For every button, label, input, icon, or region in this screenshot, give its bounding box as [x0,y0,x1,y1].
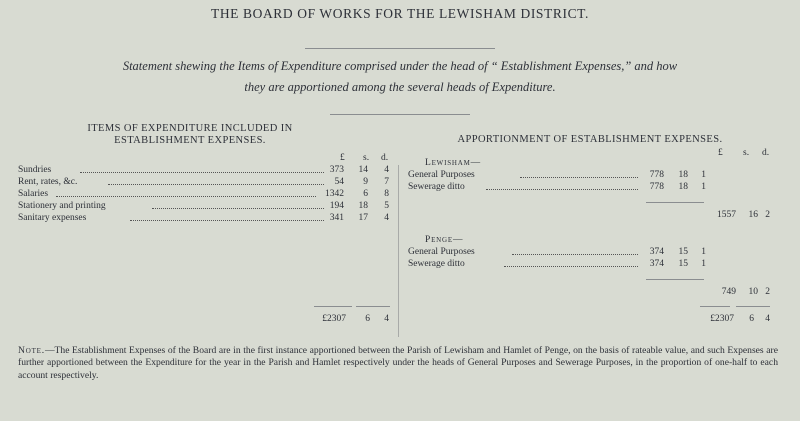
right-heading: APPORTIONMENT OF ESTABLISHMENT EXPENSES. [457,134,723,145]
lewisham-subtotal-rule [646,202,704,203]
penge-label: Penge— [425,235,464,245]
lewisham-row [408,182,708,193]
total-shillings: 6 [365,314,370,324]
item-label: Sundries [18,165,52,175]
left-item-row [18,177,392,188]
penge-subtotal-row [690,287,770,298]
leader-dots [152,201,324,209]
leader-dots [520,170,638,178]
leader-dots [56,189,316,197]
item-pounds: 374 [649,247,664,257]
left-total-row [18,314,392,325]
subtitle-rule [330,114,470,115]
note-text: —The Establishment Expenses of the Board are in the first instance apportioned between the Parish of Lewisham and Hamlet of Penge, on the basis of rateable value, and such Expenses are further apportioned between the Expenditure for the year in the Parish and Hamlet respectively under the heads of General Purposes and Sewerage Purposes, in the proportion of one-half to each account respectively. [18,345,778,381]
item-label: Sanitary expenses [18,213,87,223]
item-pence: 4 [384,165,389,175]
leader-dots [512,247,638,255]
item-shillings: 15 [678,247,688,257]
item-pence: 1 [701,182,706,192]
item-pounds: 373 [329,165,344,175]
item-label: Salaries [18,189,49,199]
left-col-pound: £ [340,153,345,163]
item-label: Sewerage ditto [408,259,465,269]
item-pounds: 54 [334,177,344,187]
item-shillings: 18 [358,201,368,211]
subtotal-pounds: 1557 [717,210,736,220]
right-col-pence: d. [762,148,770,158]
lewisham-label: Lewisham— [425,158,481,168]
right-total-rule [700,306,730,307]
item-shillings: 14 [358,165,368,175]
leader-dots [80,165,324,173]
lewisham-subtotal-row [690,210,770,221]
leader-dots [504,259,638,267]
right-col-pound: £ [718,148,723,158]
subtotal-pence: 2 [765,287,770,297]
left-item-row [18,213,392,224]
left-item-row [18,201,392,212]
subtotal-pounds: 749 [721,287,736,297]
total-pounds: £2307 [710,314,734,324]
total-pence: 4 [384,314,389,324]
leader-dots [130,213,324,221]
left-col-shillings: s. [363,153,370,163]
penge-row [408,247,708,258]
total-shillings: 6 [749,314,754,324]
item-pence: 8 [384,189,389,199]
subtotal-pence: 2 [765,210,770,220]
item-pounds: 778 [649,182,664,192]
item-pounds: 374 [649,259,664,269]
title-rule [305,48,495,49]
leader-dots [486,182,638,190]
item-pounds: 778 [649,170,664,180]
document-title: THE BOARD OF WORKS FOR THE LEWISHAM DISTRICT. [210,6,589,21]
item-shillings: 15 [678,259,688,269]
penge-row [408,259,708,270]
left-col-pence: d. [381,153,389,163]
item-pounds: 1342 [325,189,344,199]
item-pence: 4 [384,213,389,223]
right-total-row [670,314,770,325]
item-label: Stationery and printing [18,201,106,211]
item-shillings: 18 [678,170,688,180]
item-pence: 1 [701,247,706,257]
item-label: General Purposes [408,247,475,257]
left-total-rule [314,306,352,307]
column-divider [398,165,399,337]
item-pence: 5 [384,201,389,211]
item-pounds: 341 [329,213,344,223]
leader-dots [108,177,324,185]
item-label: Rent, rates, &c. [18,177,78,187]
item-shillings: 17 [358,213,368,223]
total-pence: 4 [765,314,770,324]
item-label: Sewerage ditto [408,182,465,192]
left-total-rule [356,306,390,307]
subtitle-line2: they are apportioned among the several heads of Expenditure. [244,80,556,94]
penge-subtotal-rule [646,279,704,280]
item-shillings: 18 [678,182,688,192]
subtotal-shillings: 10 [748,287,758,297]
left-item-row [18,189,392,200]
left-heading-line1: ITEMS OF EXPENDITURE INCLUDED IN [87,123,293,134]
total-pounds: £2307 [322,314,346,324]
item-shillings: 9 [363,177,368,187]
item-pence: 7 [384,177,389,187]
footnote [18,345,778,382]
item-pence: 1 [701,259,706,269]
lewisham-row [408,170,708,181]
left-heading-line2: ESTABLISHMENT EXPENSES. [114,135,266,146]
item-pounds: 194 [329,201,344,211]
right-col-shillings: s. [743,148,750,158]
subtitle-line1: Statement shewing the Items of Expenditure comprised under the head of “ Establishment Expenses,” and how [122,59,678,73]
left-item-row [18,165,392,176]
note-label: Note. [18,345,45,356]
right-total-rule [736,306,770,307]
item-pence: 1 [701,170,706,180]
subtotal-shillings: 16 [748,210,758,220]
item-shillings: 6 [363,189,368,199]
item-label: General Purposes [408,170,475,180]
